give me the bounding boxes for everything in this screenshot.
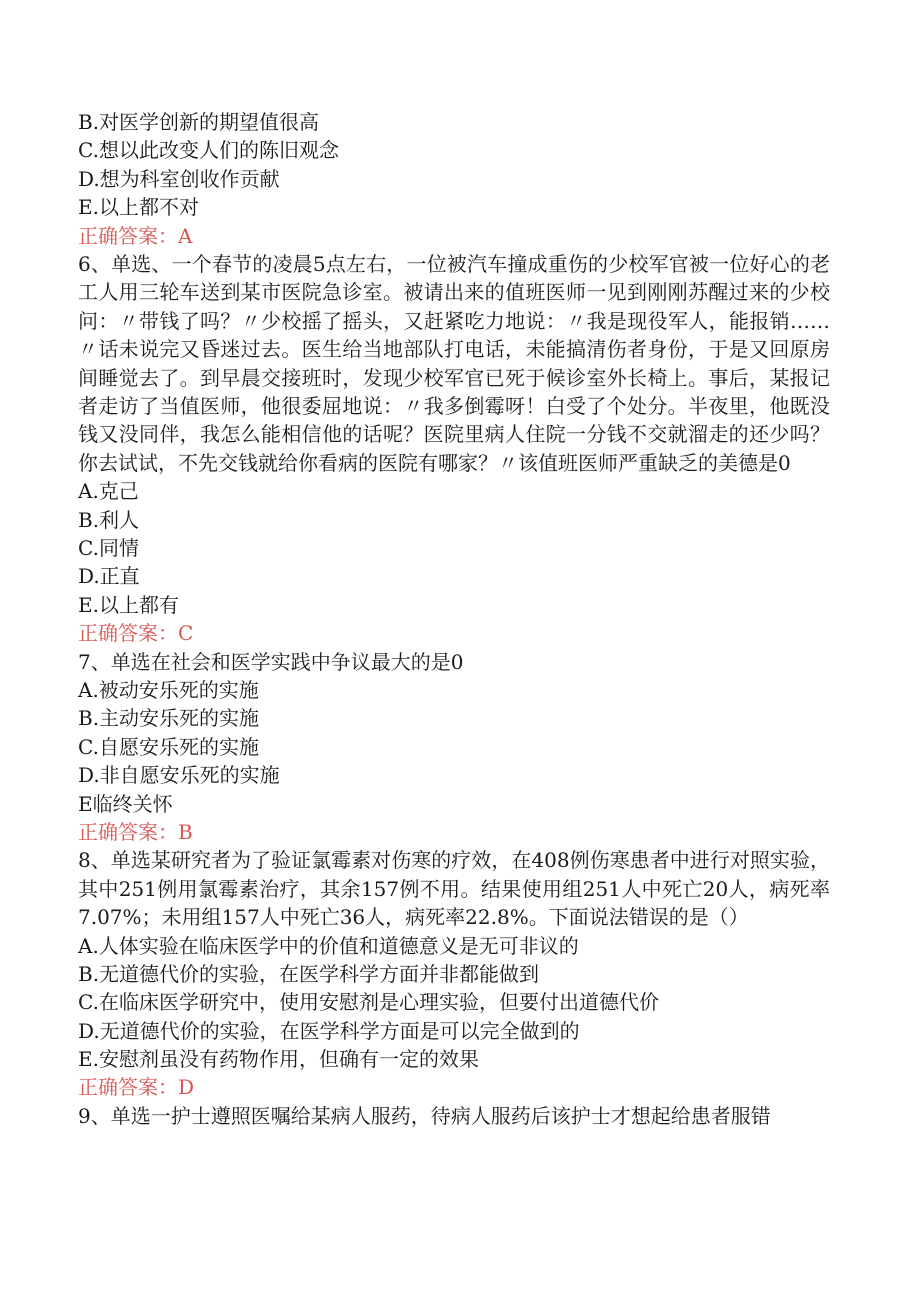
correct-answer: 正确答案：A (78, 223, 193, 248)
correct-answer: 正确答案：D (78, 1075, 195, 1100)
question-5-tail (78, 108, 830, 250)
option-b: B.无道德代价的实验，在医学科学方面并非都能做到 (78, 961, 540, 986)
option-c: C.同情 (78, 535, 139, 560)
document-page (78, 108, 830, 1130)
option-b: B.主动安乐死的实施 (78, 706, 260, 731)
question-9 (78, 1102, 830, 1130)
option-c: C.想以此改变人们的陈旧观念 (78, 138, 339, 163)
option-c: C.在临床医学研究中，使用安慰剂是心理实验，但要付出道德代价 (78, 990, 659, 1015)
correct-answer: 正确答案：C (78, 621, 194, 646)
option-a: A.人体实验在临床医学中的价值和道德意义是无可非议的 (78, 933, 579, 958)
question-stem: 8、单选某研究者为了验证氯霉素对伤寒的疗效，在408例伤寒患者中进行对照实验，其中251例用氯霉素治疗，其余157例不用。结果使用组251人中死亡20人，病死率7.07%；未用组157人中死亡36人，病死率22.8%。下面说法错误的是（） (78, 848, 830, 930)
question-8 (78, 846, 830, 1102)
question-stem-partial: 9、单选一护士遵照医嘱给某病人服药，待病人服药后该护士才想起给患者服错 (78, 1103, 771, 1128)
option-e: E.以上都不对 (78, 195, 199, 220)
option-d: D.正直 (78, 564, 140, 589)
option-d: D.无道德代价的实验，在医学科学方面是可以完全做到的 (78, 1018, 580, 1043)
option-b: B.利人 (78, 507, 140, 532)
option-a: A.被动安乐死的实施 (78, 677, 259, 702)
option-c: C.自愿安乐死的实施 (78, 734, 259, 759)
option-d: D.非自愿安乐死的实施 (78, 763, 280, 788)
question-stem: 7、单选在社会和医学实践中争议最大的是0 (78, 649, 464, 674)
question-stem: 6、单选、一个春节的凌晨5点左右，一位被汽车撞成重伤的少校军官被一位好心的老工人用三轮车送到某市医院急诊室。被请出来的值班医师一见到刚刚苏醒过来的少校问：〃带钱了吗？〃少校摇了摇头，又赶紧吃力地说：〃我是现役军人，能报销……〃话未说完又昏迷过去。医生给当地部队打电话，未能搞清伤者身份，于是又回原房间睡觉去了。到早晨交接班时，发现少校军官已死于候诊室外长椅上。事后，某报记者走访了当值医师，他很委屈地说：〃我多倒霉呀！白受了个处分。半夜里，他既没钱又没同伴，我怎么能相信他的话呢？医院里病人住院一分钱不交就溜走的还少吗？你去试试，不先交钱就给你看病的医院有哪家？〃该值班医师严重缺乏的美德是0 (78, 251, 830, 475)
option-d: D.想为科室创收作贡献 (78, 166, 280, 191)
option-e: E.安慰剂虽没有药物作用，但确有一定的效果 (78, 1047, 479, 1072)
option-e: E临终关怀 (78, 791, 173, 816)
option-a: A.克己 (78, 479, 139, 504)
option-e: E.以上都有 (78, 592, 179, 617)
question-7 (78, 648, 830, 847)
option-b: B.对医学创新的期望值很高 (78, 110, 320, 134)
correct-answer: 正确答案：B (78, 819, 193, 844)
question-6 (78, 250, 830, 648)
